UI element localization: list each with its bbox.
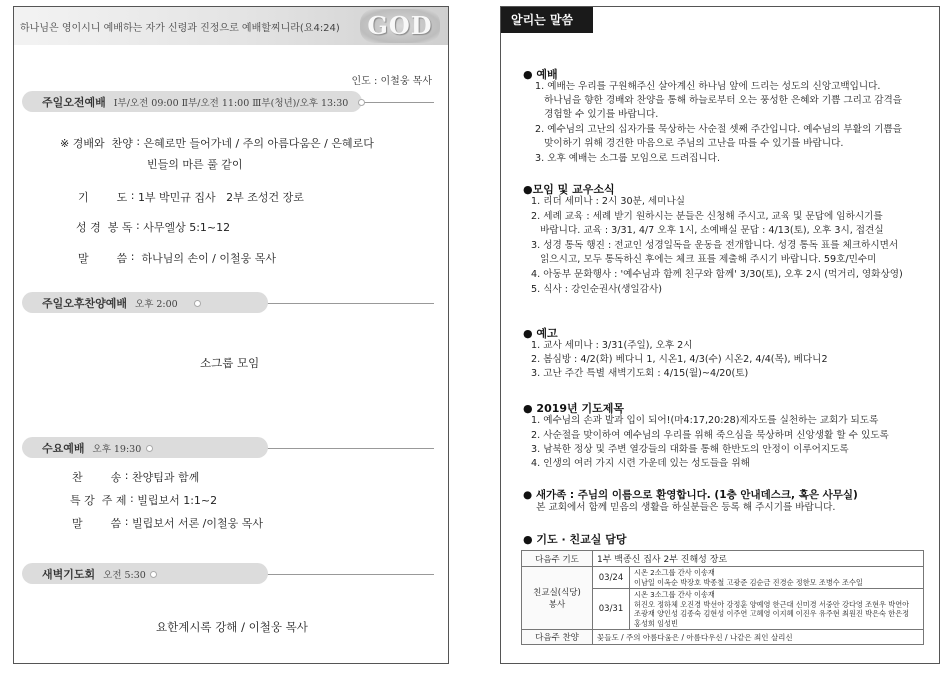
section-morning-worship: [22, 91, 362, 112]
announcement-item: 3. 고난 주간 특별 새벽기도회 : 4/15(월)~4/20(토): [531, 368, 749, 379]
announcement-item: 3. 성경 통독 행진 : 전교인 성경일독을 운동을 전개합니다. 성경 통독 표를 체크하시면서: [531, 240, 899, 251]
announcement-item: 1. 예수님의 손과 발과 입이 되어!(마4:17,20:28)제자도를 실천하는 교회가 되도록: [531, 415, 879, 426]
bullet-dot-icon: [150, 571, 157, 578]
worship-order-panel: [13, 6, 449, 664]
god-logo: GOD: [360, 9, 440, 43]
section-time: Ⅰ부/오전 09:00 Ⅱ부/오전 11:00 Ⅲ부(청년)/오후 13:30: [113, 97, 349, 109]
section-dawn-prayer: [22, 563, 268, 584]
order-row: 말 씀 : 하나님의 손이 / 이철웅 목사: [78, 250, 277, 265]
announcement-item: 4. 인생의 여러 가지 시련 가운데 있는 성도들을 위해: [531, 458, 750, 469]
section-time: 오후 19:30: [92, 443, 142, 455]
table-cell: 03/24: [593, 567, 630, 589]
order-row: 말 씀 : 빌립보서 서론 /이철웅 목사: [72, 515, 264, 530]
bullet-dot-icon: [194, 300, 201, 307]
announcement-heading: ● 예배: [523, 68, 558, 81]
announcement-item: 하나님을 향한 경배와 찬양을 통해 하늘로부터 오는 풍성한 은혜와 기쁨 그리고 감격을: [535, 95, 903, 106]
announcement-item: 2. 예수님의 고난의 십자가를 묵상하는 사순절 셋째 주간입니다. 예수님의 부활의 기쁨을: [535, 124, 903, 135]
order-row-continued: 빈들의 마른 풀 같이: [147, 158, 243, 171]
table-cell: 친교실(식당) 봉사: [522, 567, 593, 630]
header-verse: 하나님은 영이시니 예배하는 자가 신령과 진정으로 예배할찌니라(요4:24): [20, 23, 340, 34]
section-divider: [244, 448, 434, 449]
announcement-item: 2. 세례 교육 : 세례 받기 원하시는 분들은 신청해 주시고, 교육 및 문답에 임하시기를: [531, 211, 883, 222]
announcement-item: 3. 오후 예배는 소그룹 모임으로 드려집니다.: [535, 153, 720, 164]
table-row: [522, 567, 924, 589]
announcement-heading: ● 예고: [523, 327, 558, 340]
section-title: 새벽기도회: [42, 567, 96, 581]
section-title: 주일오전예배: [42, 95, 106, 109]
announcement-item: 2. 봄심방 : 4/2(화) 베다니 1, 시온1, 4/3(수) 시온2, 4/4(목), 베다니2: [531, 354, 828, 365]
announcement-item: 5. 식사 : 강인순권사(생일감사): [531, 284, 662, 295]
table-cell: 시온 2소그룹 간사 이송재 이남일 이옥순 박장호 박종철 고광준 김순금 진경순 정한모 조병수 조수일: [630, 567, 924, 589]
announcement-item: 바랍니다. 교육 : 3/31, 4/7 오후 1시, 소예배실 문답 : 4/13(토), 오후 3시, 접견실: [531, 225, 884, 236]
leader-text: 인도 : 이철웅 목사: [351, 76, 432, 87]
table-row: [522, 630, 924, 645]
order-row: ※ 경배와 찬양 : 은혜로만 들어가네 / 주의 아름다움은 / 은혜로다: [60, 135, 374, 150]
dawn-content: 요한계시록 강해 / 이철웅 목사: [156, 620, 308, 634]
section-divider: [244, 574, 434, 575]
announcement-item: 1. 예배는 우리를 구원해주신 살아계신 하나님 앞에 드리는 성도의 신앙고백입니다.: [535, 81, 881, 92]
table-cell: 다음주 기도: [522, 551, 593, 567]
announcement-item: 읽으시고, 모두 통독하신 후에는 체크 표를 제출해 주시기 바랍니다. 59호/민수미: [531, 254, 877, 265]
announcement-item: 맞이하기 위해 경건한 마음으로 주님의 고난을 따를 수 있기를 바랍니다.: [535, 138, 844, 149]
section-title: 주일오후찬양예배: [42, 296, 128, 310]
section-time: 오전 5:30: [103, 569, 146, 581]
announcement-item: 1. 리더 세미나 : 2시 30분, 세미나실: [531, 196, 685, 207]
announcements-title: 알리는 말씀: [501, 7, 593, 33]
announcement-heading: ● 새가족 : 주님의 이름으로 환영합니다. (1층 안내데스크, 혹은 사무실): [523, 489, 858, 501]
bullet-dot-icon: [146, 445, 153, 452]
announcement-heading: ●모임 및 교우소식: [523, 183, 615, 196]
duty-table: [521, 550, 924, 645]
afternoon-content: 소그룹 모임: [200, 356, 260, 370]
section-time: 오후 2:00: [135, 298, 178, 310]
table-row: [522, 551, 924, 567]
announcement-item: 본 교회에서 함께 믿음의 생활을 하실분들은 등록 해 주시기를 바랍니다.: [527, 502, 836, 513]
section-afternoon-worship: [22, 292, 268, 313]
section-divider: [244, 303, 434, 304]
announcement-heading: ● 기도 · 친교실 담당: [523, 533, 627, 546]
announcement-item: 경험할 수 있기를 바랍니다.: [535, 109, 659, 120]
header-banner: [14, 7, 448, 45]
announcement-item: 4. 아동부 문화행사 : '예수님과 함께 친구와 함께' 3/30(토), 오후 2시 (먹거리, 영화상영): [531, 269, 903, 280]
announcement-item: 2. 사순절을 맞이하여 예수님의 우리를 위해 죽으심을 묵상하며 신앙생활 할 수 있도록: [531, 430, 889, 441]
order-row: 기 도 : 1부 박민규 집사 2부 조성건 장로: [78, 189, 304, 204]
bullet-dot-icon: [358, 99, 365, 106]
table-cell: 1부 백종신 집사 2부 진해성 장로: [593, 551, 924, 567]
table-cell: 시온 3소그룹 간사 이송재 허진오 정하체 오진경 박선아 강정훈 양예영 한근대 신미경 서중안 강다영 조현우 박연아 조광재 양인성 김종숙 김현성 이주연 고혜영 이지혜 이진우 유주현 최원진 박은숙 한은정 홍성희 임성빈: [630, 589, 924, 630]
announcement-heading: ● 2019년 기도제목: [523, 402, 625, 415]
table-cell: 다음주 찬양: [522, 630, 593, 645]
announcement-item: 3. 남북한 정상 및 주변 열강들의 대화를 통해 한반도의 안정이 이루어지도록: [531, 444, 849, 455]
table-cell: 꽃들도 / 주의 아름다움은 / 아름다우신 / 나같은 죄인 살리신: [593, 630, 924, 645]
order-row: 특 강 주 제 : 빌립보서 1:1~2: [70, 492, 218, 507]
section-wednesday-worship: [22, 437, 268, 458]
announcement-item: 1. 교사 세미나 : 3/31(주일), 오후 2시: [531, 340, 693, 351]
announcements-panel: [500, 6, 940, 664]
order-row: 성 경 봉 독 : 사무엘상 5:1~12: [76, 219, 231, 234]
section-title: 수요예배: [42, 441, 85, 455]
table-cell: 03/31: [593, 589, 630, 630]
order-row: 찬 송 : 찬양팀과 함께: [72, 469, 200, 484]
